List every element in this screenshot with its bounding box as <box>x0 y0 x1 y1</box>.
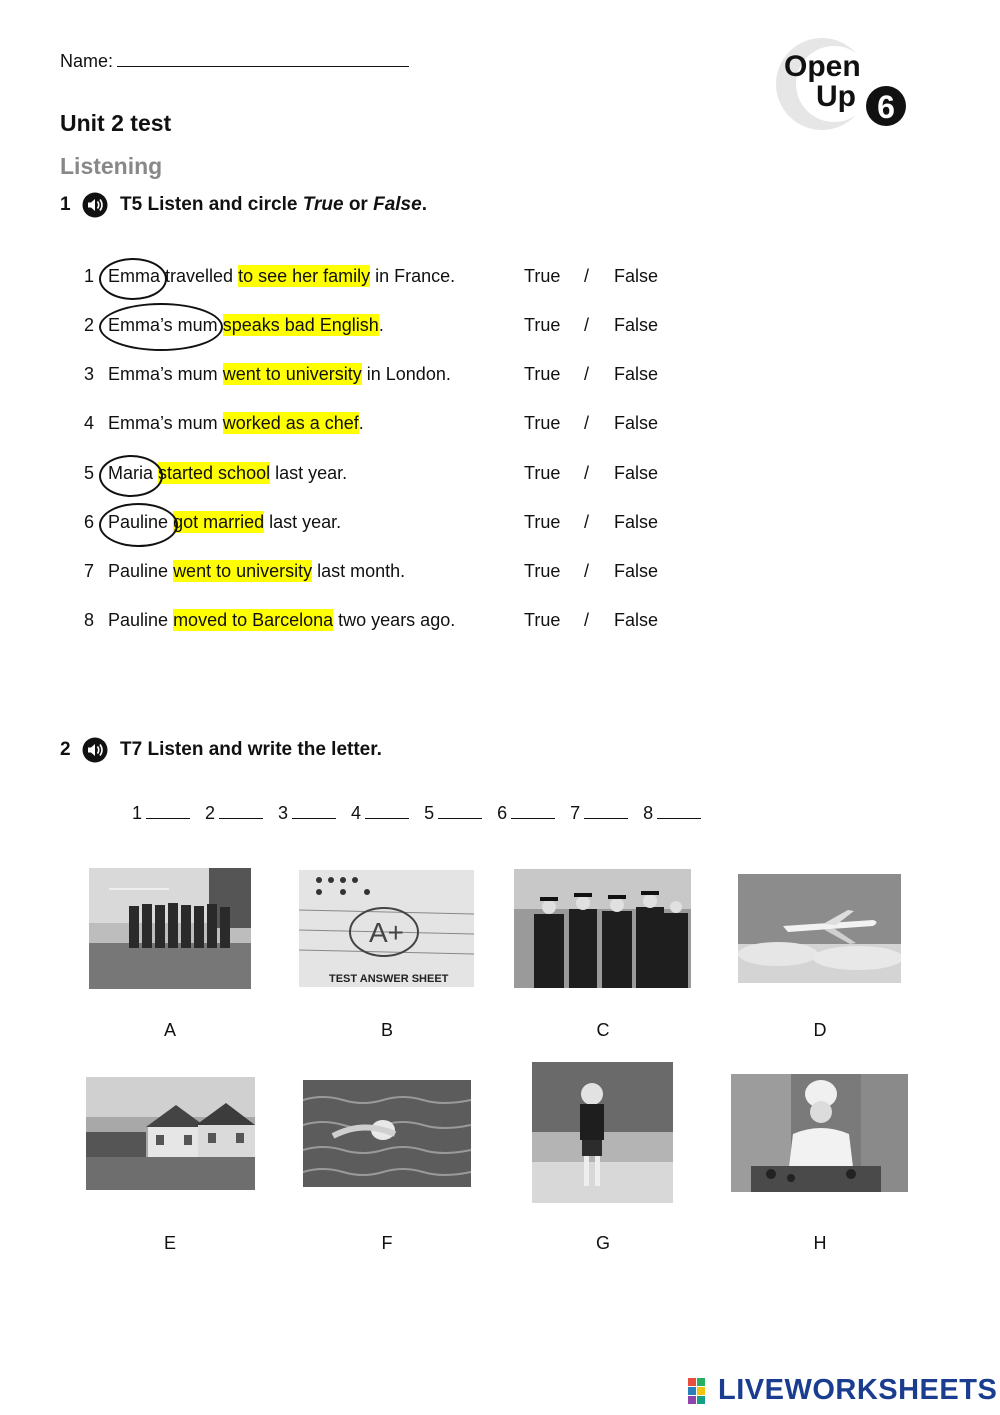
statement-text: Maria started school last year. <box>108 463 348 483</box>
swimmer-photo <box>303 1080 471 1187</box>
statement-row <box>84 311 684 341</box>
chef-photo <box>731 1074 908 1192</box>
test-answer-sheet-photo <box>299 870 474 987</box>
task2-instruction: T7 Listen and write the letter. <box>120 739 382 760</box>
graduation-photo <box>514 869 691 988</box>
svg-text:Open: Open <box>784 50 861 83</box>
task2-header <box>60 737 382 763</box>
false-option[interactable]: False <box>614 610 659 630</box>
statement-subject: Maria <box>108 463 154 483</box>
option-separator: / <box>584 315 590 335</box>
answer-blank[interactable]: 4 <box>351 802 409 824</box>
statement-row <box>84 508 684 538</box>
statement-row <box>84 459 684 489</box>
false-option[interactable]: False <box>614 561 659 581</box>
football-team-photo <box>89 868 251 989</box>
answer-blank[interactable]: 7 <box>570 802 628 824</box>
true-option[interactable]: True <box>524 413 561 433</box>
svg-text:Up: Up <box>816 80 856 113</box>
false-option[interactable]: False <box>614 512 659 532</box>
statement-subject: Pauline <box>108 561 169 581</box>
statement-subject: Pauline <box>108 610 169 630</box>
statement-row <box>84 557 684 587</box>
statement-subject: Emma’s mum <box>108 364 218 384</box>
footer-brand: LIVEWORKSHEETS <box>718 1374 998 1406</box>
statement-number: 3 <box>84 364 95 384</box>
statement-text: Pauline got married last year. <box>108 512 342 532</box>
highlighted-phrase: went to university <box>173 561 313 581</box>
statement-row <box>84 360 684 390</box>
answer-blanks <box>132 802 701 824</box>
picture-letter: D <box>813 1020 827 1040</box>
name-blank[interactable] <box>117 48 409 67</box>
statement-row <box>84 606 684 636</box>
task1-number: 1 <box>60 194 71 215</box>
statement-number: 7 <box>84 561 95 581</box>
answer-blank[interactable]: 6 <box>497 802 555 824</box>
picture-letter: A <box>163 1020 176 1040</box>
statement-number: 6 <box>84 512 95 532</box>
statement-text: Emma travelled to see her family in France. <box>108 266 456 286</box>
answer-blank[interactable]: 8 <box>643 802 701 824</box>
statement-number: 5 <box>84 463 95 483</box>
picture-letter: B <box>380 1020 393 1040</box>
true-option[interactable]: True <box>524 512 561 532</box>
option-separator: / <box>584 512 590 532</box>
option-separator: / <box>584 413 590 433</box>
option-separator: / <box>584 266 590 286</box>
unit-title: Unit 2 test <box>60 110 172 136</box>
task2-number: 2 <box>60 739 71 760</box>
answer-blank[interactable]: 2 <box>205 802 263 824</box>
statement-row <box>84 262 684 292</box>
highlighted-phrase: got married <box>173 512 265 532</box>
statement-number: 8 <box>84 610 95 630</box>
task1-instruction: T5 Listen and circle True or False. <box>120 194 427 215</box>
highlighted-phrase: moved to Barcelona <box>173 610 334 630</box>
statement-subject: Emma <box>108 266 161 286</box>
statement-subject: Pauline <box>108 512 169 532</box>
picture-letter: E <box>163 1233 176 1253</box>
true-option[interactable]: True <box>524 463 561 483</box>
false-option[interactable]: False <box>614 364 659 384</box>
true-option[interactable]: True <box>524 315 561 335</box>
schoolgirl-photo <box>532 1062 673 1203</box>
picture-letter: C <box>596 1020 610 1040</box>
svg-text:TEST ANSWER SHEET: TEST ANSWER SHEET <box>329 973 449 985</box>
picture-letter: G <box>595 1233 610 1253</box>
highlighted-phrase: worked as a chef <box>222 413 359 433</box>
name-label: Name: <box>60 51 114 71</box>
task1-header <box>60 192 427 218</box>
statement-number: 2 <box>84 315 95 335</box>
option-separator: / <box>584 610 590 630</box>
name-field <box>60 48 409 72</box>
true-option[interactable]: True <box>524 364 561 384</box>
option-separator: / <box>584 364 590 384</box>
answer-blank[interactable]: 5 <box>424 802 482 824</box>
statement-number: 4 <box>84 413 95 433</box>
true-option[interactable]: True <box>524 561 561 581</box>
statement-text: Emma’s mum worked as a chef. <box>108 413 364 433</box>
option-separator: / <box>584 561 590 581</box>
statement-text: Emma’s mum went to university in London. <box>108 364 451 384</box>
answer-blank[interactable]: 1 <box>132 802 190 824</box>
open-up-logo <box>772 36 912 132</box>
false-option[interactable]: False <box>614 266 659 286</box>
houses-street-photo <box>86 1077 255 1190</box>
answer-blank[interactable]: 3 <box>278 802 336 824</box>
true-option[interactable]: True <box>524 610 561 630</box>
statement-text: Emma’s mum speaks bad English. <box>108 315 384 335</box>
speaker-icon[interactable] <box>82 192 108 218</box>
highlighted-phrase: to see her family <box>238 266 371 286</box>
option-separator: / <box>584 463 590 483</box>
false-option[interactable]: False <box>614 413 659 433</box>
false-option[interactable]: False <box>614 463 659 483</box>
true-option[interactable]: True <box>524 266 561 286</box>
picture-letter: F <box>381 1233 393 1253</box>
statement-subject: Emma’s mum <box>108 413 218 433</box>
statement-text: Pauline moved to Barcelona two years ago. <box>108 610 456 630</box>
statement-row <box>84 409 684 439</box>
false-option[interactable]: False <box>614 315 659 335</box>
liveworksheets-footer <box>688 1374 997 1407</box>
highlighted-phrase: started school <box>158 463 271 483</box>
statement-number: 1 <box>84 266 95 286</box>
highlighted-phrase: speaks bad English <box>222 315 379 335</box>
liveworksheets-logo-icon <box>688 1378 714 1404</box>
statement-text: Pauline went to university last month. <box>108 561 406 581</box>
section-title: Listening <box>60 153 163 179</box>
highlighted-phrase: went to university <box>222 364 362 384</box>
svg-text:A+: A+ <box>369 917 405 948</box>
svg-text:6: 6 <box>877 89 895 125</box>
airplane-photo <box>738 874 901 983</box>
speaker-icon[interactable] <box>82 737 108 763</box>
statement-subject: Emma’s mum <box>108 315 218 335</box>
picture-letter: H <box>813 1233 827 1253</box>
